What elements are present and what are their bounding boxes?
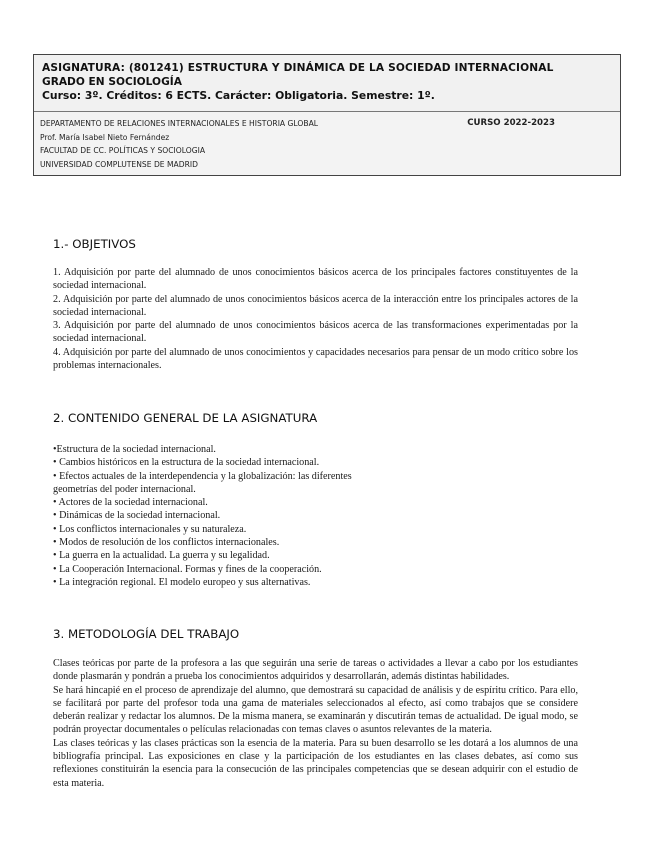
course-header-title — [34, 55, 620, 111]
department-name: DEPARTAMENTO DE RELACIONES INTERNACIONALES E HISTORIA GLOBAL — [40, 119, 319, 128]
contenido-item: • Efectos actuales de la interdependencia y la globalización: las diferentes — [53, 470, 352, 482]
university-name: UNIVERSIDAD COMPLUTENSE DE MADRID — [40, 159, 198, 169]
course-title-line: ASIGNATURA: (801241) ESTRUCTURA Y DINÁMICA DE LA SOCIEDAD INTERNACIONAL — [42, 62, 554, 74]
contenido-list — [53, 443, 578, 589]
objetivos-list — [53, 266, 578, 372]
metodologia-paragraph: Clases teóricas por parte de la profesora a las que seguirán una serie de tareas o actividades a llevar a cabo por los estudiantes donde plasmarán y pondrán a prueba los conocimientos adquiridos y desarrollarán, además distintas habilidades. — [53, 658, 578, 683]
degree-line: GRADO EN SOCIOLOGÍA — [42, 76, 182, 88]
course-header-info — [40, 117, 610, 171]
contenido-item: • Dinámicas de la sociedad internacional. — [53, 510, 221, 522]
header-divider — [34, 111, 620, 112]
contenido-item: • La integración regional. El modelo europeo y sus alternativas. — [53, 576, 311, 588]
metodologia-paragraph: Las clases teóricas y las clases prácticas son la esencia de la materia. Para su buen desarrollo se les dotará a los alumnos de una bibliografía principal. Las exposiciones en clase y la participación de los estudiantes en las clases debates, así como sus reflexiones constituirán la esencia para la consecución de las principales competencias que se desean adquirir con el estudio de esta materia. — [53, 737, 578, 789]
metodologia-paragraph: Se hará hincapié en el proceso de aprendizaje del alumno, que demostrará su capacidad de análisis y de espíritu crítico. Para ello, se facilitará por parte del profesor toda una gama de materiales seleccionados al efecto, así como trabajos que se considere deberán realizar y redactar los alumnos. De la misma manera, se examinarán y discutirán temas de actualidad. De igual modo, se podrán proyectar documentales o películas relacionadas con temas claves o asuntos relevantes de la materia. — [53, 684, 578, 736]
faculty-name: FACULTAD DE CC. POLÍTICAS Y SOCIOLOGIA — [40, 146, 206, 156]
section-title-objetivos: 1.- OBJETIVOS — [53, 237, 136, 251]
metodologia-text — [53, 657, 578, 790]
contenido-item: • Modos de resolución de los conflictos internacionales. — [53, 537, 280, 549]
course-year: CURSO 2022-2023 — [467, 118, 555, 128]
contenido-item: • Actores de la sociedad internacional. — [53, 497, 208, 509]
objetivo-item: 1. Adquisición por parte del alumnado de unos conocimientos básicos acerca de los principales factores constituyentes de la sociedad internacional. — [53, 267, 578, 292]
objetivo-item: 4. Adquisición por parte del alumnado de unos conocimientos y capacidades necesarios para pensar de un modo crítico sobre los problemas internacionales. — [53, 346, 578, 372]
contenido-item: • Cambios históricos en la estructura de la sociedad internacional. — [53, 457, 320, 469]
department-row — [40, 117, 610, 131]
course-details-line: Curso: 3º. Créditos: 6 ECTS. Carácter: Obligatoria. Semestre: 1º. — [42, 89, 435, 102]
contenido-item: • La Cooperación Internacional. Formas y fines de la cooperación. — [53, 563, 322, 575]
professor-name: Prof. María Isabel Nieto Fernández — [40, 132, 170, 142]
contenido-item: geometrías del poder internacional. — [53, 483, 196, 495]
contenido-item: • La guerra en la actualidad. La guerra y su legalidad. — [53, 550, 270, 562]
objetivo-item: 2. Adquisición por parte del alumnado de unos conocimientos básicos acerca de la interacción entre los principales actores de la sociedad internacional. — [53, 293, 578, 318]
objetivo-item: 3. Adquisición por parte del alumnado de unos conocimientos básicos acerca de las transformaciones experimentadas por la sociedad internacional. — [53, 320, 578, 345]
section-title-contenido: 2. CONTENIDO GENERAL DE LA ASIGNATURA — [53, 411, 318, 425]
section-title-metodologia: 3. METODOLOGÍA DEL TRABAJO — [53, 627, 240, 641]
course-header-box — [33, 54, 621, 176]
contenido-item: • Los conflictos internacionales y su naturaleza. — [53, 523, 247, 535]
contenido-item: •Estructura de la sociedad internacional. — [53, 444, 216, 455]
